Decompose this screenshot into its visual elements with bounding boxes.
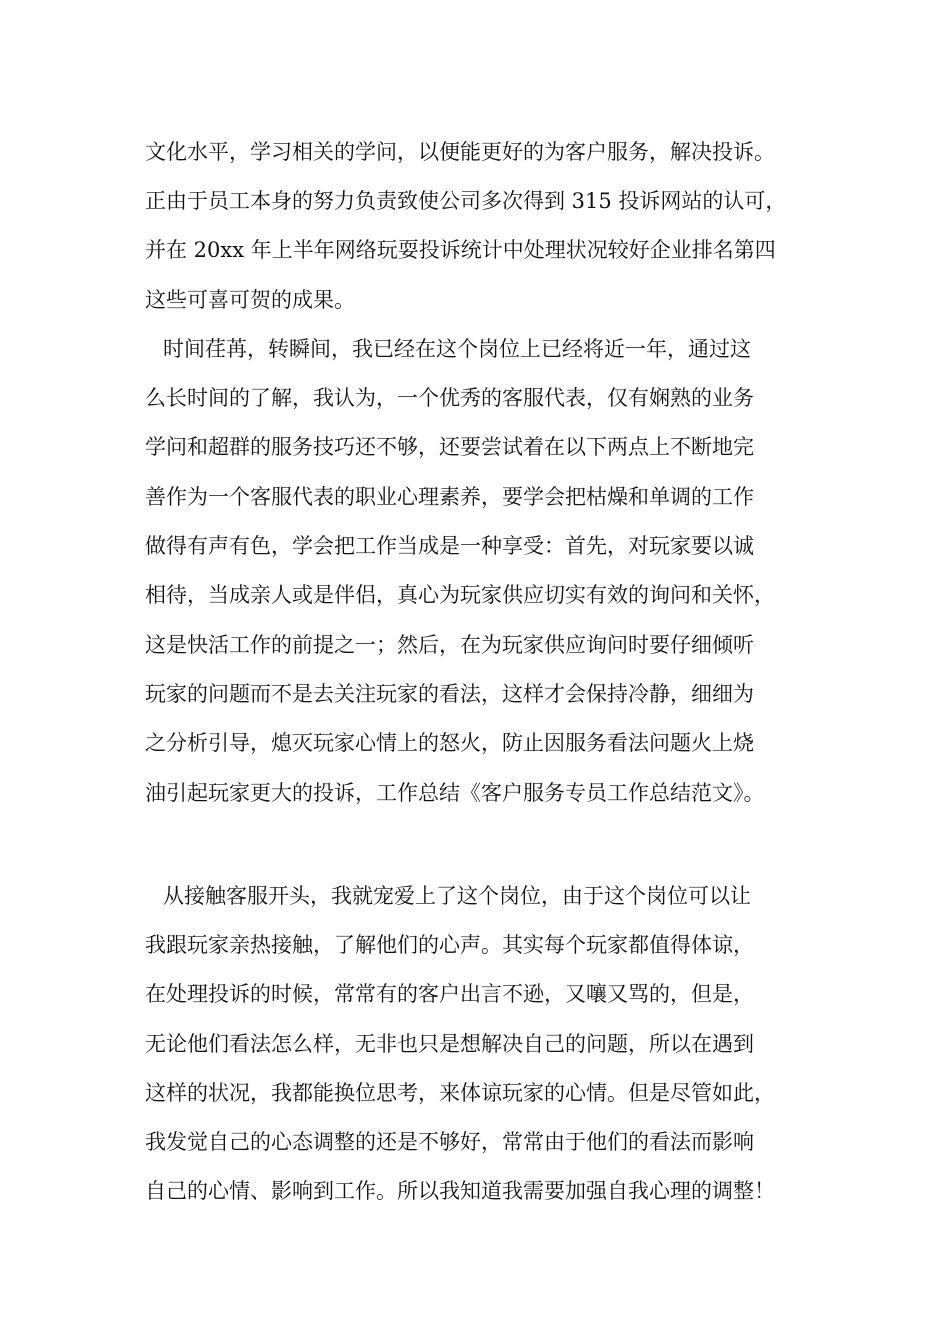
paragraph-1-line-1: 文化水平，学习相关的学问，以便能更好的为客户服务，解决投诉。: [145, 140, 775, 164]
paragraph-2-line-9: 之分析引导，熄灭玩家心情上的怒火，防止因服务看法问题火上烧: [145, 731, 754, 755]
paragraph-3-line-2: 我跟玩家亲热接触，了解他们的心声。其实每个玩家都值得体谅，: [145, 933, 754, 957]
paragraph-1-line-3: 并在 20xx 年上半年网络玩耍投诉统计中处理状况较好企业排名第四: [145, 238, 776, 262]
paragraph-2-line-10: 油引起玩家更大的投诉，工作总结《客户服务专员工作总结范文》。: [145, 781, 765, 805]
paragraph-2-line-3: 学问和超群的服务技巧还不够，还要尝试着在以下两点上不断地完: [145, 435, 754, 459]
paragraph-3-line-4: 无论他们看法怎么样，无非也只是想解决自己的问题，所以在遇到: [145, 1032, 754, 1056]
paragraph-3-line-1: 从接触客服开头，我就宠爱上了这个岗位，由于这个岗位可以让: [163, 884, 751, 908]
paragraph-1-line-4: 这些可喜可贺的成果。: [145, 288, 355, 312]
paragraph-3-line-7: 自己的心情、影响到工作。所以我知道我需要加强自我心理的调整！: [145, 1179, 775, 1203]
paragraph-2-line-1: 时间荏苒，转瞬间，我已经在这个岗位上已经将近一年，通过这: [163, 337, 751, 361]
paragraph-2-line-4: 善作为一个客服代表的职业心理素养，要学会把枯燥和单调的工作: [145, 485, 754, 509]
paragraph-3-line-3: 在处理投诉的时候，常常有的客户出言不逊，又嚷又骂的，但是，: [145, 982, 754, 1006]
paragraph-2-line-2: 么长时间的了解，我认为，一个优秀的客服代表，仅有娴熟的业务: [145, 386, 754, 410]
paragraph-3-line-5: 这样的状况，我都能换位思考，来体谅玩家的心情。但是尽管如此，: [145, 1081, 775, 1105]
paragraph-2-line-8: 玩家的问题而不是去关注玩家的看法，这样才会保持冷静，细细为: [145, 682, 754, 706]
paragraph-2-line-7: 这是快活工作的前提之一；然后，在为玩家供应询问时要仔细倾听: [145, 633, 754, 657]
paragraph-2-line-6: 相待，当成亲人或是伴侣，真心为玩家供应切实有效的询问和关怀，: [145, 583, 775, 607]
paragraph-3-line-6: 我发觉自己的心态调整的还是不够好，常常由于他们的看法而影响: [145, 1130, 754, 1154]
paragraph-2-line-5: 做得有声有色，学会把工作当成是一种享受：首先，对玩家要以诚: [145, 534, 754, 558]
paragraph-1-line-2: 正由于员工本身的努力负责致使公司多次得到 315 投诉网站的认可，: [145, 189, 787, 213]
